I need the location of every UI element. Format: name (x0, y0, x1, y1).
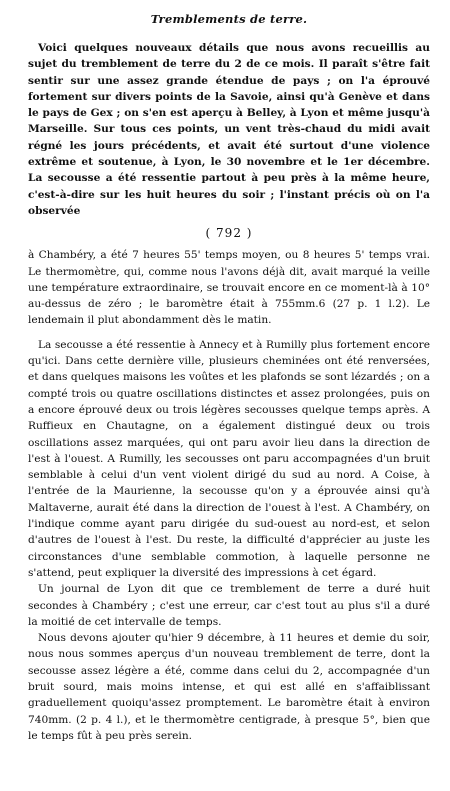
paragraph-new-tremor: Nous devons ajouter qu'hier 9 décembre, à 11 heures et demie du soir, nous nous sommes aperçus d'un nouveau tremblement de terre, dont la secousse assez légère a été, comme dans celui du 2, accompagnée d'un bruit sourd, mais moins intense, et qui est allé en s'affaiblissant graduellement quoiqu'assez promptement. Le baromètre était à environ 740mm. (2 p. 4 l.), et le thermomètre centigrade, à presque 5°, bien que le temps fût à peu près serein. (28, 632, 430, 742)
paragraph-lyon-journal: Un journal de Lyon dit que ce tremblement de terre a duré huit secondes à Chambéry ; c'est une erreur, car c'est tout au plus s'il a duré la moitié de cet intervalle de temps. (28, 583, 430, 628)
paragraph-annecy: La secousse a été ressentie à Annecy et à Rumilly plus fortement encore qu'ici. Dans cette dernière ville, plusieurs cheminées ont été renversées, et dans quelques maisons les voûtes et les plafonds se sont lézardés ; on a compté trois ou quatre oscillations distinctes et assez prolongées, puis on a encore éprouvé deux ou trois légères secousses quelque temps après. A Ruffieux en Chautagne, on a également distingué deux ou trois oscillations assez marquées, qui ont paru avoir lieu dans la direction de l'est à l'ouest. A Rumilly, les secousses ont paru accompagnées d'un bruit semblable à celui d'un vent violent dirigé du sud au nord. A Coise, à l'entrée de la Maurienne, la secousse qu'on y a éprouvée ainsi qu'à Maltaverne, aurait été dans la direction de l'ouest à l'est. A Chambéry, on l'indique comme ayant paru dirigée du sud-ouest au nord-est, et selon d'autres de l'ouest à l'est. Du reste, la difficulté d'apprécier au juste les circonstances d'une semblable commotion, à laquelle personne ne s'attend, peut expliquer la diversité des impressions à cet égard. (28, 338, 430, 579)
paragraph-gap (28, 329, 430, 337)
paragraph-intro: Voici quelques nouveaux détails que nous avons recueillis au sujet du tremblement de terre du 2 de ce mois. Il paraît s'être fait sentir sur une assez grande étendue de pays ; on l'a éprouvé fortement sur divers points de la Savoie, ainsi qu'à Genève et dans le pays de Gex ; on s'en est aperçu à Belley, à Lyon et même jusqu'à Marseille. Sur tous ces points, un vent très-chaud du midi avait régné les jours précédents, et avait été surtout d'une violence extrême et soutenue, à Lyon, le 30 novembre et le 1er décembre. La secousse a été ressentie partout à peu près à la même heure, c'est-à-dire sur les huit heures du soir ; l'instant précis où on l'a observée (28, 42, 430, 217)
page-number: ( 792 ) (205, 226, 253, 241)
paragraph-continuation: à Chambéry, a été 7 heures 55' temps moyen, ou 8 heures 5' temps vrai. Le thermomètre, qui, comme nous l'avons déjà dit, avait marqué la veille une température extraordinaire, se trouvait encore en ce moment-là à 10° au-dessus de zéro ; le baromètre était à 755mm.6 (27 p. 1 l.2). Le lendemain il plut abondamment dès le matin. (28, 249, 430, 327)
running-head: Tremblements de terre. (150, 12, 308, 26)
